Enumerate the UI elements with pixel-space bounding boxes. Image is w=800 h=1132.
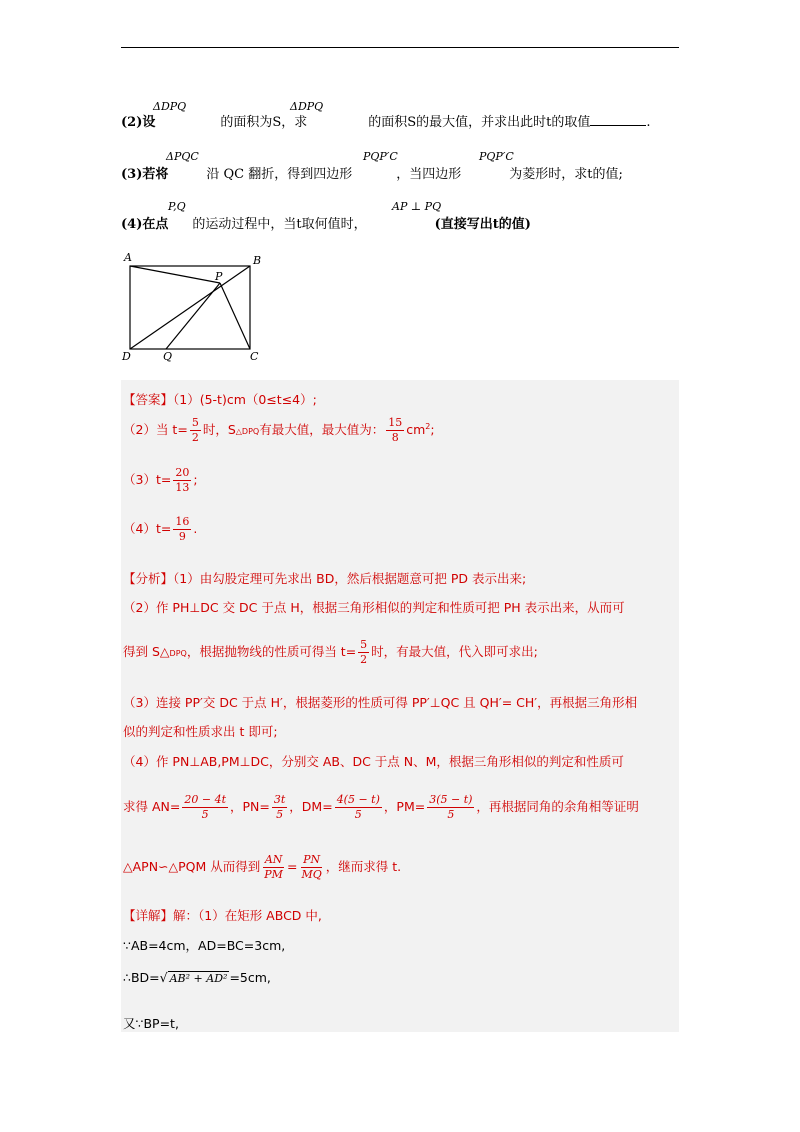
header-rule bbox=[121, 47, 679, 48]
analysis-line-7: 求得 AN= $\frac{20 - 4t}{5}$ ，PN= $\frac{3t}{5}$ ，DM= $\frac{4(5 - t)}{5}$ ，PM= $\frac{3(5 - t)}{5}$ ，再根据同角的余角相等证明 bbox=[123, 793, 639, 821]
label-b: B bbox=[253, 254, 262, 267]
rectangle-figure bbox=[118, 250, 268, 365]
analysis-line-2: （2）作 PH⊥DC 交 DC 于点 H，根据三角形相似的判定和性质可把 PH 表示出来，从而可 bbox=[123, 600, 625, 615]
detail-line-1: 【详解】解：（1）在矩形 ABCD 中, bbox=[123, 908, 322, 923]
answer-blank bbox=[590, 115, 646, 126]
detail-line-4: 又∵BP=t, bbox=[123, 1016, 179, 1031]
label-d: D bbox=[122, 350, 131, 363]
answer-line-3: （3）t= $\frac{20}{13}$ ; bbox=[123, 466, 198, 494]
analysis-line-1: 【分析】（1）由勾股定理可先求出 BD，然后根据题意可把 PD 表示出来; bbox=[123, 571, 527, 586]
detail-line-2: ∵AB=4cm，AD=BC=3cm, bbox=[123, 938, 286, 953]
analysis-line-5: 似的判定和性质求出 t 即可; bbox=[123, 724, 278, 739]
analysis-line-6: （4）作 PN⊥AB,PM⊥DC，分别交 AB、DC 于点 N、M，根据三角形相似的判定和性质可 bbox=[123, 754, 624, 769]
detail-line-3: ∴BD=√ AB² + AD² =5cm, bbox=[123, 970, 271, 985]
label-a: A bbox=[124, 251, 132, 264]
label-p: P bbox=[215, 270, 223, 283]
math-pqpc: PQP′C bbox=[479, 150, 514, 163]
math-pqpc: PQP′C bbox=[363, 150, 398, 163]
answer-line-1: 【答案】（1）(5-t)cm（0≤t≤4）; bbox=[123, 392, 317, 407]
math-ap-perp-pq: AP ⊥ PQ bbox=[392, 200, 442, 213]
label-q: Q bbox=[163, 350, 173, 363]
analysis-line-8: △APN∽△PQM 从而得到 $\frac{AN}{PM}$ = $\frac{PN}{MQ}$ ，继而求得 t. bbox=[123, 853, 402, 881]
math-dpq: ΔDPQ bbox=[290, 100, 324, 113]
answer-line-4: （4）t= $\frac{16}{9}$ . bbox=[123, 515, 198, 543]
segment-pq bbox=[166, 283, 220, 349]
label-c: C bbox=[250, 350, 259, 363]
math-dpq: ΔDPQ bbox=[153, 100, 187, 113]
math-pq: P,Q bbox=[168, 200, 186, 213]
diagonal-bd bbox=[130, 266, 250, 349]
math-pqc: ΔPQC bbox=[166, 150, 199, 163]
answer-line-2: （2）当 t= $\frac{5}{2}$ 时，S△DPQ有最大值，最大值为： $\frac{15}{8}$ $cm^2$; bbox=[123, 416, 435, 444]
segment-ap bbox=[130, 266, 220, 283]
segment-pc bbox=[220, 283, 250, 349]
analysis-line-3: 得到 S△DPQ，根据抛物线的性质可得当 t= $\frac{5}{2}$ 时，有最大值，代入即可求出; bbox=[123, 638, 538, 666]
analysis-line-4: （3）连接 PP′交 DC 于点 H′，根据菱形的性质可得 PP′⊥QC 且 QH′= CH′，再根据三角形相 bbox=[123, 695, 638, 710]
